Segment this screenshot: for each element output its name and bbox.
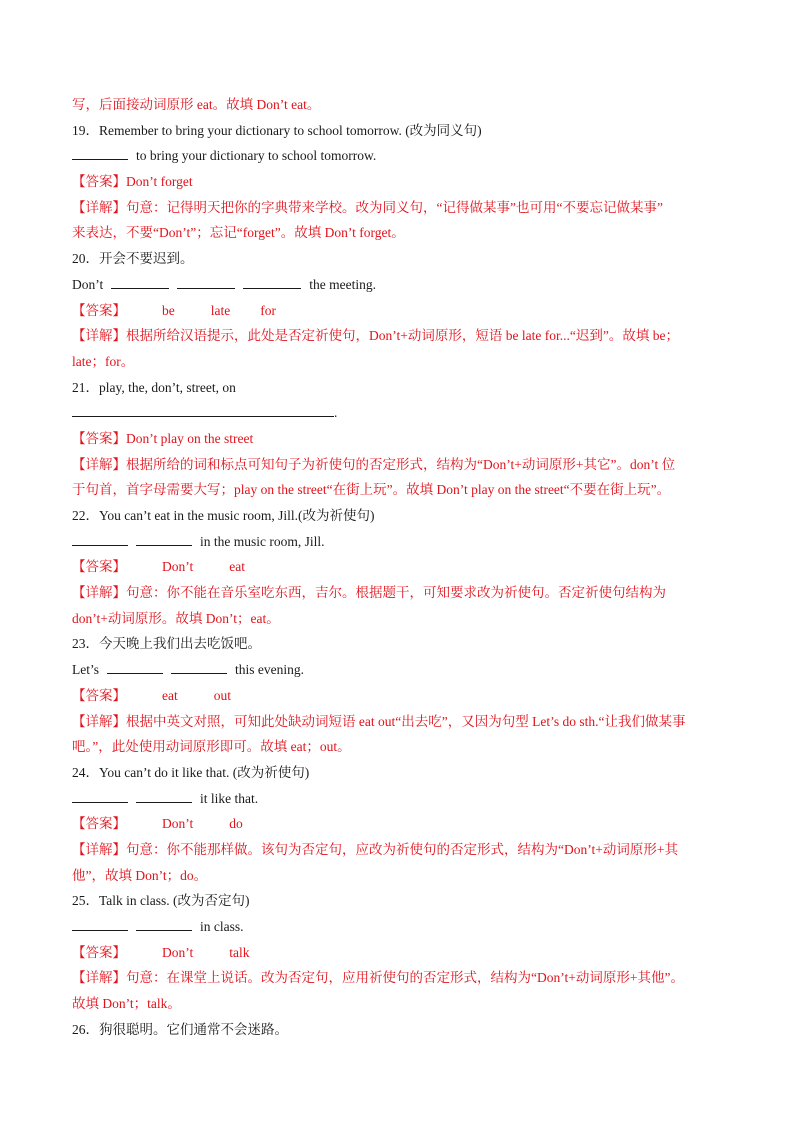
detail-19-cont: 来表达，不要“Don’t”；忘记“forget”。故填 Don’t forget。 [72, 225, 405, 241]
detail-23: 【详解】根据中英文对照，可知此处缺动词短语 eat out“出去吃”，又因为句型 Let’s do sth.“让我们做某事 [72, 713, 686, 729]
answer-blank[interactable] [243, 274, 301, 289]
detail-24-cont: 他”，故填 Don’t；do。 [72, 867, 208, 883]
question-19-blank-line: to bring your dictionary to school tomorrow. [72, 143, 732, 169]
answer-blank[interactable] [171, 659, 227, 674]
answer-blank[interactable] [177, 274, 235, 289]
answer-blank[interactable] [72, 145, 128, 160]
answer-blank[interactable] [136, 788, 192, 803]
answer-blank[interactable] [136, 531, 192, 546]
answer-24: 【答案】 Don’t do [72, 816, 243, 832]
detail-22-cont: don’t+动词原形。故填 Don’t；eat。 [72, 610, 280, 626]
question-25-blank-line: in class. [72, 914, 732, 940]
detail-20-cont: late；for。 [72, 353, 135, 369]
answer-21: 【答案】Don’t play on the street [72, 430, 254, 446]
question-22: 22．You can’t eat in the music room, Jill.(改为祈使句) [72, 508, 375, 523]
question-19: 19．Remember to bring your dictionary to school tomorrow. (改为同义句) [72, 122, 482, 138]
answer-blank[interactable] [107, 659, 163, 674]
question-24-blank-line: it like that. [72, 786, 732, 812]
answer-blank[interactable] [111, 274, 169, 289]
question-22-blank-line: in the music room, Jill. [72, 529, 732, 555]
question-20: 20．开会不要迟到。 [72, 251, 194, 267]
detail-22: 【详解】句意：你不能在音乐室吃东西，吉尔。根据题干，可知要求改为祈使句。否定祈使句结构为 [72, 585, 666, 601]
answer-25: 【答案】 Don’t talk [72, 944, 250, 960]
answer-blank[interactable] [72, 788, 128, 803]
document-page [72, 92, 732, 1042]
answer-blank[interactable] [72, 916, 128, 931]
question-20-blank-line: Don’t the meeting. [72, 272, 732, 298]
detail-23-cont: 吧。”，此处使用动词原形即可。故填 eat；out。 [72, 739, 351, 755]
answer-22: 【答案】 Don’t eat [72, 559, 246, 575]
answer-23: 【答案】 eat out [72, 687, 232, 703]
detail-24: 【详解】句意：你不能那样做。该句为否定句，应改为祈使句的否定形式，结构为“Don’t+动词原形+其 [72, 841, 678, 857]
detail-20: 【详解】根据所给汉语提示，此处是否定祈使句，Don’t+动词原形，短语 be late for...“迟到”。故填 be； [72, 328, 679, 344]
detail-19: 【详解】句意：记得明天把你的字典带来学校。改为同义句，“记得做某事”也可用“不要忘记做某事” [72, 199, 663, 215]
detail-25: 【详解】句意：在课堂上说话。改为否定句，应用祈使句的否定形式，结构为“Don’t+动词原形+其他”。 [72, 970, 684, 986]
question-23: 23．今天晚上我们出去吃饭吧。 [72, 636, 261, 652]
detail-21: 【详解】根据所给的词和标点可知句子为祈使句的否定形式，结构为“Don’t+动词原形+其它”。don’t 位 [72, 456, 676, 472]
detail-25-cont: 故填 Don’t；talk。 [72, 996, 181, 1012]
question-21: 21．play, the, don’t, street, on [72, 379, 236, 395]
question-25: 25．Talk in class. (改为否定句) [72, 893, 250, 909]
question-24: 24．You can’t do it like that. (改为祈使句) [72, 764, 310, 780]
answer-blank[interactable] [72, 402, 334, 417]
question-26: 26．狗很聪明。它们通常不会迷路。 [72, 1021, 288, 1037]
answer-20: 【答案】 be late for [72, 302, 276, 318]
detail-21-cont: 于句首，首字母需要大写；play on the street“在街上玩”。故填 Don’t play on the street“不要在街上玩”。 [72, 482, 671, 498]
answer-blank[interactable] [136, 916, 192, 931]
answer-blank[interactable] [72, 531, 128, 546]
question-21-blank-line: . [72, 400, 732, 426]
question-23-blank-line: Let’s this evening. [72, 657, 732, 683]
detail-continuation: 写，后面接动词原形 eat。故填 Don’t eat。 [72, 97, 321, 112]
answer-19: 【答案】Don’t forget [72, 174, 193, 190]
